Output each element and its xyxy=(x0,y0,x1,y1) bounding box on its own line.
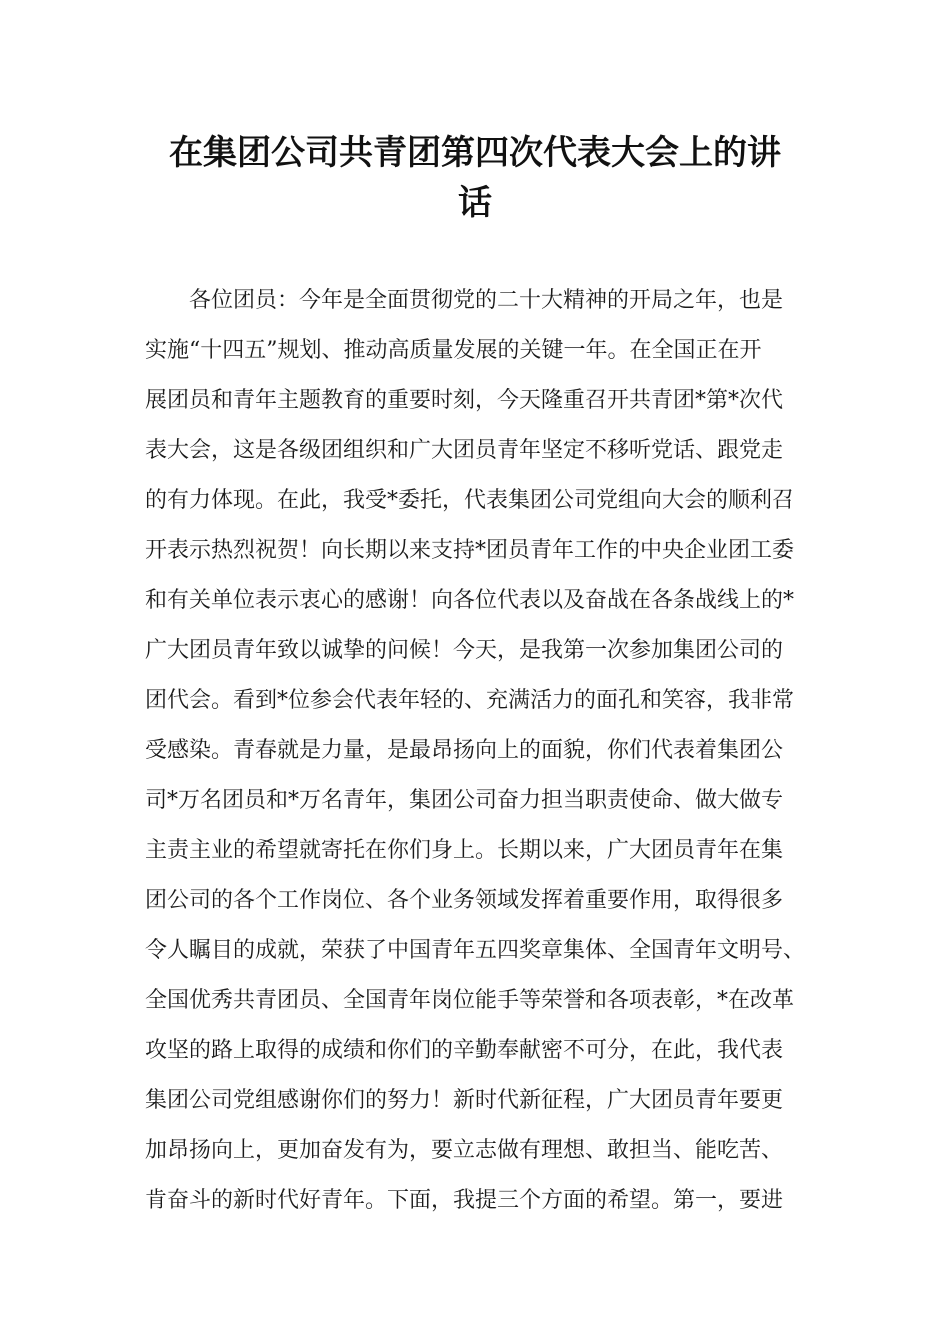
text-line: 广大团员青年致以诚挚的问候！今天，是我第一次参加集团公司的 xyxy=(145,638,784,663)
page-title xyxy=(145,128,805,228)
text-line: 表大会，这是各级团组织和广大团员青年坚定不移听党话、跟党走 xyxy=(145,438,784,463)
text-line: 主责主业的希望就寄托在你们身上。长期以来，广大团员青年在集 xyxy=(145,838,784,863)
text-line: 和有关单位表示衷心的感谢！向各位代表以及奋战在各条战线上的* xyxy=(145,588,795,613)
text-line: 集团公司党组感谢你们的努力！新时代新征程，广大团员青年要更 xyxy=(145,1088,784,1113)
text-line: 团代会。看到*位参会代表年轻的、充满活力的面孔和笑容，我非常 xyxy=(145,688,795,713)
text-line: 实施“十四五”规划、推动高质量发展的关键一年。在全国正在开 xyxy=(145,338,762,363)
text-line: 肯奋斗的新时代好青年。下面，我提三个方面的希望。第一，要进 xyxy=(145,1188,784,1213)
text-line: 加昂扬向上，更加奋发有为，要立志做有理想、敢担当、能吃苦、 xyxy=(145,1138,784,1163)
text-line: 令人瞩目的成就，荣获了中国青年五四奖章集体、全国青年文明号、 xyxy=(145,938,806,963)
text-line: 全国优秀共青团员、全国青年岗位能手等荣誉和各项表彰，*在改革 xyxy=(145,988,795,1013)
title-line-1: 在集团公司共青团第四次代表大会上的讲 xyxy=(169,133,781,173)
text-line: 攻坚的路上取得的成绩和你们的辛勤奉献密不可分，在此，我代表 xyxy=(145,1038,784,1063)
text-line: 团公司的各个工作岗位、各个业务领域发挥着重要作用，取得很多 xyxy=(145,888,784,913)
text-line: 受感染。青春就是力量，是最昂扬向上的面貌，你们代表着集团公 xyxy=(145,738,784,763)
title-line-2: 话 xyxy=(458,183,492,223)
body-paragraph xyxy=(145,276,825,1226)
text-line: 开表示热烈祝贺！向长期以来支持*团员青年工作的中央企业团工委 xyxy=(145,538,795,563)
text-line: 展团员和青年主题教育的重要时刻，今天隆重召开共青团*第*次代 xyxy=(145,388,784,413)
text-line: 的有力体现。在此，我受*委托，代表集团公司党组向大会的顺利召 xyxy=(145,488,795,513)
text-line: 各位团员：今年是全面贯彻党的二十大精神的开局之年，也是 xyxy=(189,288,784,313)
text-line: 司*万名团员和*万名青年，集团公司奋力担当职责使命、做大做专 xyxy=(145,788,784,813)
